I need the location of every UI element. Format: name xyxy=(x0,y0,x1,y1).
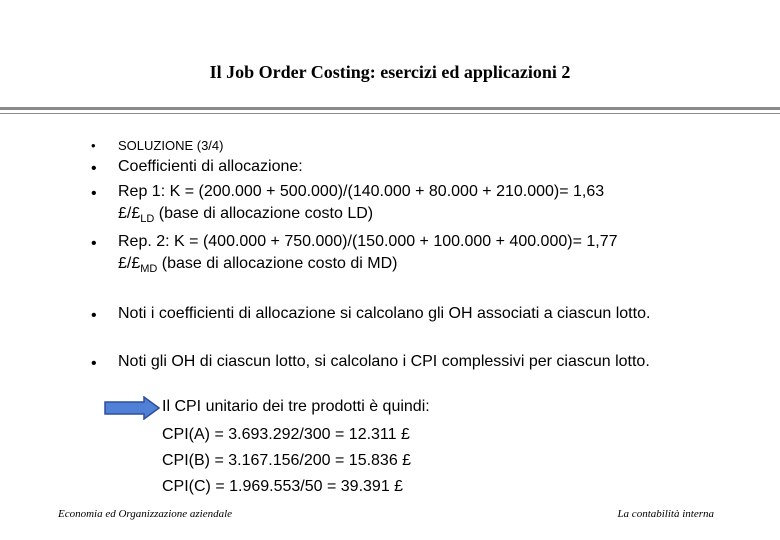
bullet-oh-calculation: Noti i coefficienti di allocazione si calcolano gli OH associati a ciascun lotto. xyxy=(118,305,651,322)
cpi-b: CPI(B) = 3.167.156/200 = 15.836 £ xyxy=(162,452,412,469)
right-arrow-icon xyxy=(104,396,160,420)
rep1-unit-subscript: LD xyxy=(140,213,155,225)
bullet-allocation-coefficients: Coefficienti di allocazione: xyxy=(118,158,303,175)
rep2-unit-subscript: MD xyxy=(140,263,158,275)
bullet-rep2 xyxy=(118,231,758,276)
bullet-rep1 xyxy=(118,181,758,226)
footer-course-name: Economia ed Organizzazione aziendale xyxy=(58,508,233,520)
title-divider-thin xyxy=(0,113,780,114)
bullet-marker: • xyxy=(91,355,97,372)
bullet-marker: • xyxy=(91,138,96,153)
cpi-intro: Il CPI unitario dei tre prodotti è quindi: xyxy=(162,398,430,415)
solution-heading: SOLUZIONE (3/4) xyxy=(118,138,224,153)
bullet-marker: • xyxy=(91,307,97,324)
footer-section-name: La contabilità interna xyxy=(617,508,714,520)
slide-title: Il Job Order Costing: esercizi ed applicazioni 2 xyxy=(209,62,571,82)
rep2-unit-prefix: £/£ xyxy=(118,255,141,272)
rep1-unit-prefix: £/£ xyxy=(118,205,141,222)
bullet-marker: • xyxy=(91,235,97,252)
rep2-formula: Rep. 2: K = (400.000 + 750.000)/(150.000 + 100.000 + 400.000)= 1,77 xyxy=(118,233,618,250)
rep1-unit-description: (base di allocazione costo LD) xyxy=(154,205,374,222)
title-divider-thick xyxy=(0,107,780,110)
bullet-marker: • xyxy=(91,185,97,202)
rep1-formula: Rep 1: K = (200.000 + 500.000)/(140.000 + 80.000 + 210.000)= 1,63 xyxy=(118,183,605,200)
bullet-cpi-calculation: Noti gli OH di ciascun lotto, si calcolano i CPI complessivi per ciascun lotto. xyxy=(118,353,650,370)
rep2-unit xyxy=(118,253,758,276)
bullet-marker: • xyxy=(91,160,97,177)
rep1-unit xyxy=(118,203,758,226)
cpi-c: CPI(C) = 1.969.553/50 = 39.391 £ xyxy=(162,478,404,495)
cpi-a: CPI(A) = 3.693.292/300 = 12.311 £ xyxy=(162,426,410,443)
rep2-unit-description: (base di allocazione costo di MD) xyxy=(157,255,398,272)
